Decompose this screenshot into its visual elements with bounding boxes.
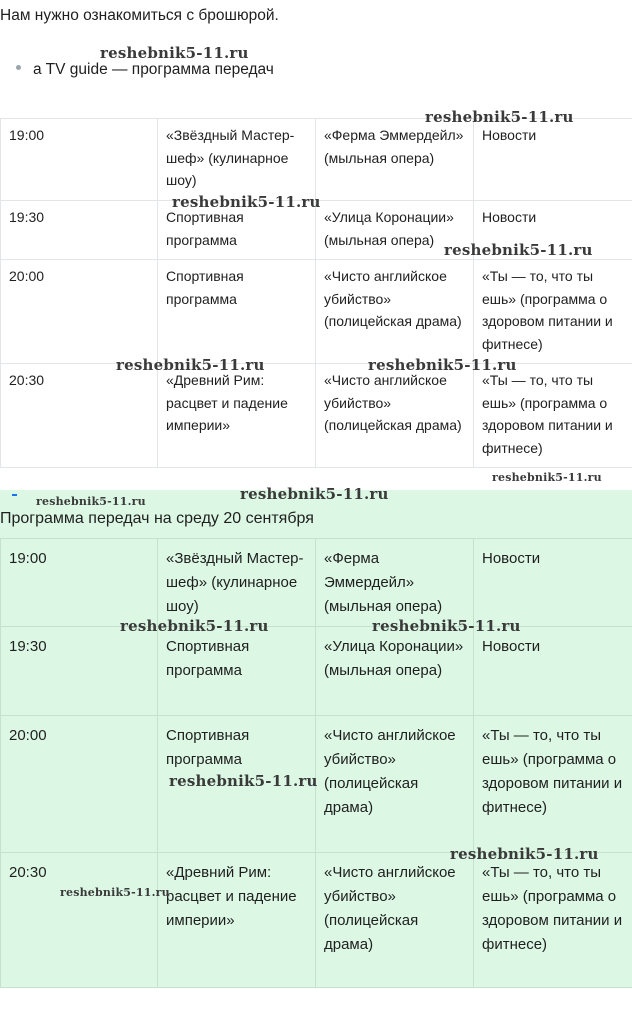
table-row [1, 853, 632, 988]
table-row [1, 539, 632, 627]
watermark: reshebnik5-11.ru [169, 772, 318, 790]
program-cell: «Ты — то, что ты ешь» (программа о здоровом питании и фитнесе) [474, 364, 632, 468]
time-cell: 19:00 [1, 539, 158, 627]
bullet-item [16, 60, 274, 80]
program-cell: «Древний Рим: расцвет и падение империи» [158, 364, 316, 468]
program-cell: Спортивная программа [158, 260, 316, 364]
table-row [1, 119, 632, 201]
program-cell: «Ферма Эммердейл» (мыльная опера) [316, 119, 474, 201]
watermark: reshebnik5-11.ru [116, 356, 265, 374]
program-cell: Новости [474, 627, 632, 716]
tab-marker-icon [12, 494, 17, 496]
program-cell: «Звёздный Мастер-шеф» (кулинарное шоу) [158, 539, 316, 627]
program-cell: «Ты — то, что ты ешь» (программа о здоровом питании и фитнесе) [474, 853, 632, 988]
time-cell: 20:00 [1, 260, 158, 364]
program-cell: «Чисто английское убийство» (полицейская драма) [316, 853, 474, 988]
watermark: reshebnik5-11.ru [444, 241, 593, 259]
program-cell: «Ты — то, что ты ешь» (программа о здоровом питании и фитнесе) [474, 260, 632, 364]
program-cell: «Чисто английское убийство» (полицейская драма) [316, 260, 474, 364]
program-cell: Спортивная программа [158, 627, 316, 716]
watermark: reshebnik5-11.ru [425, 108, 574, 126]
table-row [1, 364, 632, 468]
program-cell: «Ты — то, что ты ешь» (программа о здоровом питании и фитнесе) [474, 716, 632, 853]
program-cell: «Улица Коронации» (мыльная опера) [316, 201, 474, 260]
program-cell: «Звёздный Мастер-шеф» (кулинарное шоу) [158, 119, 316, 201]
watermark: reshebnik5-11.ru [240, 485, 389, 503]
watermark: reshebnik5-11.ru [172, 193, 321, 211]
bullet-text: a TV guide — программа передач [33, 61, 274, 78]
table-row [1, 716, 632, 853]
time-cell: 20:00 [1, 716, 158, 853]
program-cell: «Чисто английское убийство» (полицейская драма) [316, 364, 474, 468]
program-cell: Спортивная программа [158, 201, 316, 260]
time-cell: 20:30 [1, 853, 158, 988]
watermark: reshebnik5-11.ru [100, 44, 249, 62]
highlight-tab [0, 490, 50, 504]
time-cell: 20:30 [1, 364, 158, 468]
tv-guide-table [0, 118, 632, 468]
program-cell: «Ферма Эммердейл» (мыльная опера) [316, 539, 474, 627]
program-cell: Новости [474, 201, 632, 260]
time-cell: 19:30 [1, 201, 158, 260]
program-cell: Спортивная программа [158, 716, 316, 853]
table-row [1, 627, 632, 716]
program-cell: «Улица Коронации» (мыльная опера) [316, 627, 474, 716]
schedule-table [0, 538, 632, 988]
watermark: reshebnik5-11.ru [60, 886, 170, 899]
watermark: reshebnik5-11.ru [450, 845, 599, 863]
program-cell: Новости [474, 539, 632, 627]
watermark: reshebnik5-11.ru [368, 356, 517, 374]
time-cell: 19:00 [1, 119, 158, 201]
time-cell: 19:30 [1, 627, 158, 716]
table-row [1, 260, 632, 364]
watermark: reshebnik5-11.ru [372, 617, 521, 635]
program-cell: Новости [474, 119, 632, 201]
schedule-title: Программа передач на среду 20 сентября [0, 510, 314, 527]
watermark: reshebnik5-11.ru [36, 495, 146, 508]
bullet-dot-icon [16, 65, 21, 70]
watermark: reshebnik5-11.ru [492, 471, 602, 484]
intro-text: Нам нужно ознакомиться с брошюрой. [0, 7, 279, 24]
program-cell: «Древний Рим: расцвет и падение империи» [158, 853, 316, 988]
table-row [1, 201, 632, 260]
program-cell: «Чисто английское убийство» (полицейская драма) [316, 716, 474, 853]
watermark: reshebnik5-11.ru [120, 617, 269, 635]
